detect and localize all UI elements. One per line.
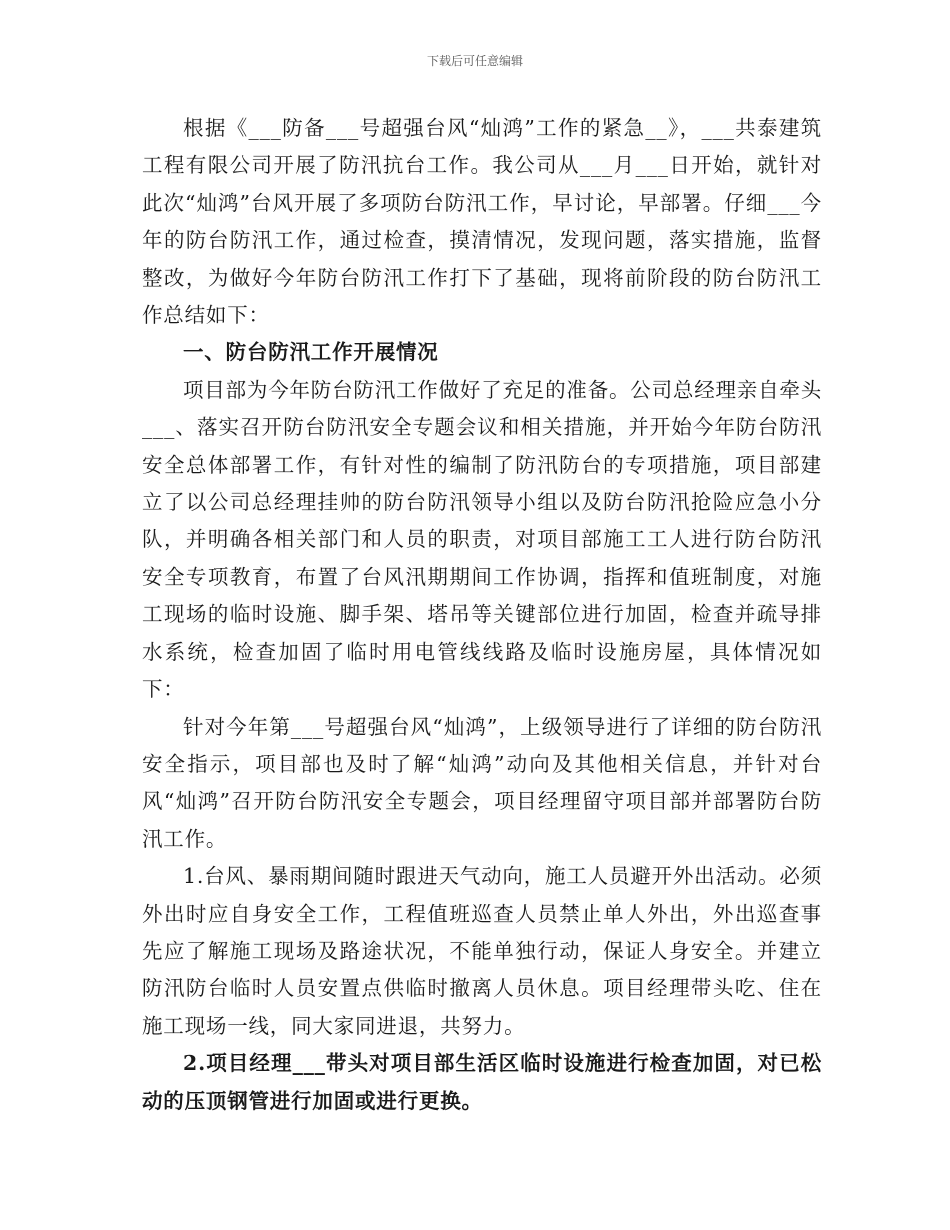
body-paragraph: 针对今年第___号超强台风“灿鸿”，上级领导进行了详细的防台防汛安全指示，项目部也及时了解“灿鸿”动向及其他相关信息，并针对台风“灿鸿”召开防台防汛安全专题会，项目经理留守项目部并部署防台防汛工作。 (142, 714, 822, 851)
document-body (142, 110, 822, 1120)
list-item-2: 2.项目经理___带头对项目部生活区临时设施进行检查加固，对已松动的压顶钢管进行加固或进行更换。 (142, 1051, 822, 1113)
list-item-1: 1.台风、暴雨期间随时跟进天气动向，施工人员避开外出活动。必须外出时应自身安全工作，工程值班巡查人员禁止单人外出，外出巡查事先应了解施工现场及路途状况，不能单独行动，保证人身安全。并建立防汛防台临时人员安置点供临时撤离人员休息。项目经理带头吃、住在施工现场一线，同大家同进退，共努力。 (142, 864, 822, 1038)
section-heading: 一、防台防汛工作开展情况 (183, 340, 439, 365)
body-paragraph: 项目部为今年防台防汛工作做好了充足的准备。公司总经理亲自牵头___、落实召开防台防汛安全专题会议和相关措施，并开始今年防台防汛安全总体部署工作，有针对性的编制了防汛防台的专项措施，项目部建立了以公司总经理挂帅的防台防汛领导小组以及防台防汛抢险应急小分队，并明确各相关部门和人员的职责，对项目部施工工人进行防台防汛安全专项教育，布置了台风汛期期间工作协调，指挥和值班制度，对施工现场的临时设施、脚手架、塔吊等关键部位进行加固，检查并疏导排水系统，检查加固了临时用电管线线路及临时设施房屋，具体情况如下： (142, 377, 822, 702)
intro-paragraph: 根据《___防备___号超强台风“灿鸿”工作的紧急__》，___共泰建筑工程有限公司开展了防汛抗台工作。我公司从___月___日开始，就针对此次“灿鸿”台风开展了多项防台防汛工作，早讨论，早部署。仔细___今年的防台防汛工作，通过检查，摸清情况，发现问题，落实措施，监督整改，为做好今年防台防汛工作打下了基础，现将前阶段的防台防汛工作总结如下： (142, 116, 822, 328)
page-header: 下载后可任意编辑 (426, 54, 523, 68)
